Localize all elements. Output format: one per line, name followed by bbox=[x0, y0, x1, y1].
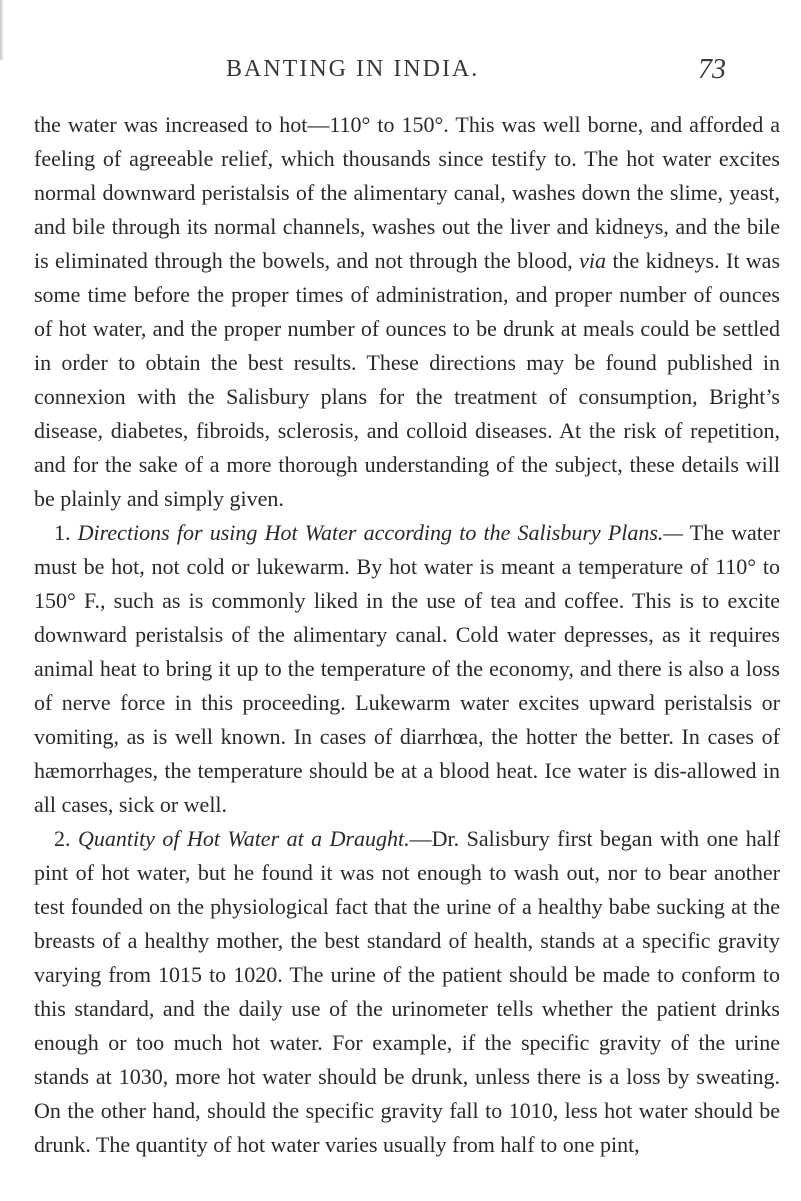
section-1-heading: Directions for using Hot Water according to the Salisbury Plans.— bbox=[77, 520, 683, 545]
section-1 bbox=[34, 516, 780, 822]
section-1-number: 1. bbox=[54, 520, 71, 545]
italic-via: via bbox=[579, 248, 607, 273]
paragraph-1-continued: the kidneys. It was some time before the proper times of administration, and proper number of ounces of hot water, and the proper number of ounces to be drunk at meals could be settled in order to obtain the best results. These directions may be found published in connexion with the Salisbury plans for the treatment of consumption, Bright’s disease, diabetes, fibroids, sclerosis, and colloid diseases. At the risk of repetition, and for the sake of a more thorough understanding of the subject, these details will be plainly and simply given. bbox=[34, 248, 781, 511]
paragraph-1 bbox=[34, 108, 780, 516]
section-2-number: 2. bbox=[54, 826, 71, 851]
running-title: BANTING IN INDIA. bbox=[226, 56, 480, 82]
section-2-heading: Quantity of Hot Water at a Draught. bbox=[77, 826, 410, 851]
running-head bbox=[0, 56, 801, 96]
page-number: 73 bbox=[698, 54, 726, 85]
paragraph-1-text: the water was increased to hot—110° to 150°. This was well borne, and afforded a feeling of agreeable relief, which thousands since testify to. The hot water excites normal downward peristalsis of the alimentary canal, washes down the slime, yeast, and bile through its normal channels, washes out the liver and kidneys, and the bile is eliminated through the bowels, and not through the blood, bbox=[34, 112, 780, 273]
section-2 bbox=[34, 822, 780, 1162]
section-1-text: The water must be hot, not cold or lukewarm. By hot water is meant a temperature of 110° to 150° F., such as is commonly liked in the use of tea and coffee. This is to excite downward peristalsis of the alimentary canal. Cold water depresses, as it requires animal heat to bring it up to the temperature of the economy, and there is also a loss of nerve force in this proceeding. Lukewarm water excites upward peristalsis or vomiting, as is well known. In cases of diarrhœa, the hotter the better. In cases of hæmorrhages, the temperature should be at a blood heat. Ice water is dis-allowed in all cases, sick or well. bbox=[34, 520, 781, 817]
body-text bbox=[34, 108, 780, 1162]
section-2-text: —Dr. Salisbury first began with one half pint of hot water, but he found it was not enough to wash out, nor to bear another test founded on the physiological fact that the urine of a healthy babe sucking at the breasts of a healthy mother, the best standard of health, stands at a specific gravity varying from 1015 to 1020. The urine of the patient should be made to conform to this standard, and the daily use of the urinometer tells whether the patient drinks enough or too much hot water. For example, if the specific gravity of the urine stands at 1030, more hot water should be drunk, unless there is a loss by sweating. On the other hand, should the specific gravity fall to 1010, less hot water should be drunk. The quantity of hot water varies usually from half to one pint, bbox=[34, 826, 780, 1157]
page-binding-shadow bbox=[0, 0, 4, 60]
